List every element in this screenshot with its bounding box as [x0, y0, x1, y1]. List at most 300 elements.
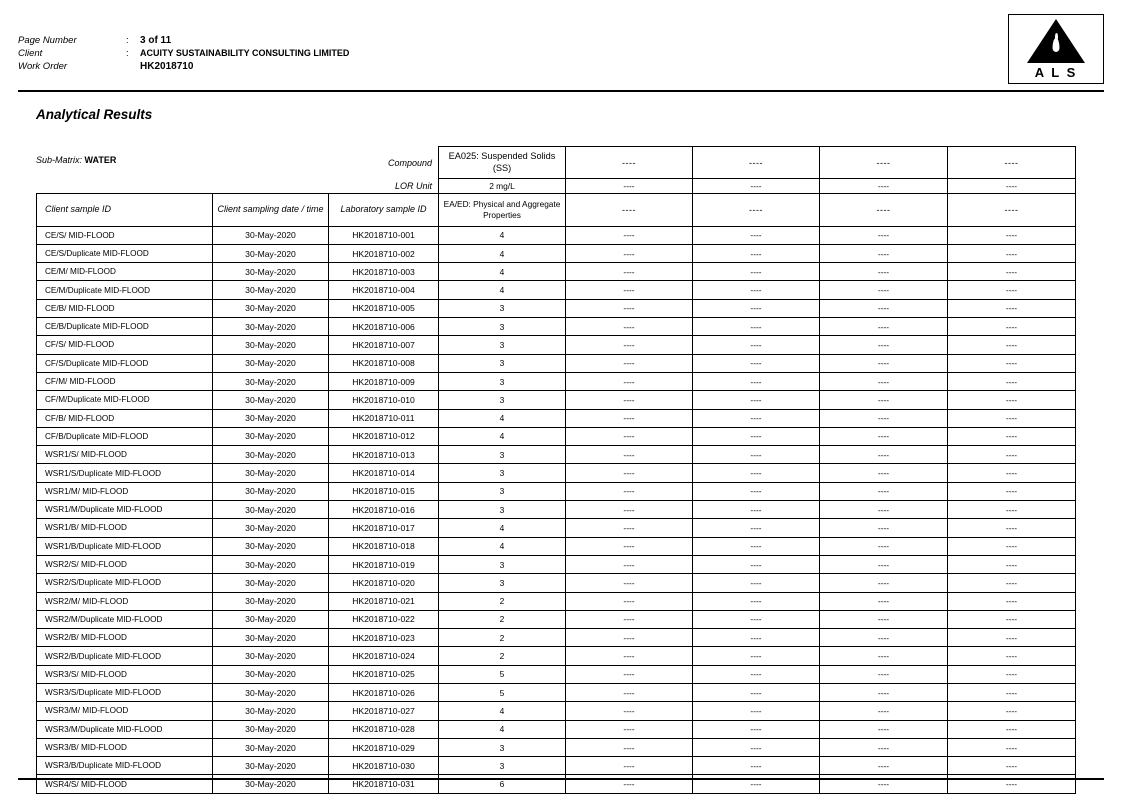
cell-empty-value: ----	[693, 665, 820, 683]
header-row-page-number	[18, 34, 349, 47]
cell-client-sample-id: CF/M/ MID-FLOOD	[37, 372, 213, 390]
column-header-client-sample-id: Client sample ID	[37, 194, 213, 227]
cell-empty-value: ----	[820, 629, 948, 647]
cell-laboratory-sample-id: HK2018710-003	[329, 263, 439, 281]
cell-suspended-solids: 3	[439, 446, 566, 464]
analytical-results-table	[36, 146, 1076, 794]
cell-suspended-solids: 2	[439, 592, 566, 610]
cell-laboratory-sample-id: HK2018710-011	[329, 409, 439, 427]
cell-client-sample-id: WSR4/S/ MID-FLOOD	[37, 775, 213, 793]
cell-empty-value: ----	[693, 775, 820, 793]
cell-sampling-date: 30-May-2020	[213, 683, 329, 701]
table-row	[37, 647, 1076, 665]
cell-suspended-solids: 2	[439, 610, 566, 628]
cell-empty-value: ----	[693, 281, 820, 299]
header-colon-page-number: :	[126, 35, 129, 46]
cell-client-sample-id: WSR2/S/ MID-FLOOD	[37, 555, 213, 573]
cell-empty-value: ----	[566, 683, 693, 701]
table-row	[37, 482, 1076, 500]
cell-empty-value: ----	[820, 464, 948, 482]
cell-suspended-solids: 4	[439, 537, 566, 555]
header-colon-client: :	[126, 48, 129, 59]
cell-empty-value: ----	[948, 647, 1076, 665]
cell-laboratory-sample-id: HK2018710-029	[329, 738, 439, 756]
header-value-page-number: 3 of 11	[140, 35, 172, 46]
cell-empty-value: ----	[820, 702, 948, 720]
cell-laboratory-sample-id: HK2018710-026	[329, 683, 439, 701]
cell-sampling-date: 30-May-2020	[213, 610, 329, 628]
cell-suspended-solids: 3	[439, 738, 566, 756]
cell-empty-value: ----	[820, 574, 948, 592]
table-header-lor-row	[37, 179, 1076, 194]
cell-empty-value: ----	[566, 629, 693, 647]
table-row	[37, 683, 1076, 701]
cell-empty-value: ----	[948, 464, 1076, 482]
cell-empty-value: ----	[693, 574, 820, 592]
header-row-work-order	[18, 60, 349, 73]
cell-sampling-date: 30-May-2020	[213, 464, 329, 482]
cell-empty-value: ----	[820, 555, 948, 573]
cell-empty-value: ----	[948, 665, 1076, 683]
cell-empty-value: ----	[693, 409, 820, 427]
cell-empty-value: ----	[693, 446, 820, 464]
cell-empty-value: ----	[948, 354, 1076, 372]
lor-unit-4: ----	[820, 179, 948, 194]
cell-laboratory-sample-id: HK2018710-007	[329, 336, 439, 354]
cell-empty-value: ----	[820, 482, 948, 500]
cell-empty-value: ----	[566, 720, 693, 738]
cell-laboratory-sample-id: HK2018710-021	[329, 592, 439, 610]
cell-empty-value: ----	[820, 409, 948, 427]
cell-empty-value: ----	[566, 592, 693, 610]
cell-empty-value: ----	[693, 647, 820, 665]
als-logo-text: A L S	[1034, 65, 1078, 80]
table-row	[37, 720, 1076, 738]
cell-empty-value: ----	[948, 555, 1076, 573]
table-row	[37, 592, 1076, 610]
cell-empty-value: ----	[566, 702, 693, 720]
cell-client-sample-id: WSR3/B/Duplicate MID-FLOOD	[37, 757, 213, 775]
table-row	[37, 702, 1076, 720]
cell-client-sample-id: WSR3/B/ MID-FLOOD	[37, 738, 213, 756]
cell-client-sample-id: WSR1/M/Duplicate MID-FLOOD	[37, 501, 213, 519]
cell-empty-value: ----	[820, 427, 948, 445]
cell-empty-value: ----	[693, 702, 820, 720]
cell-laboratory-sample-id: HK2018710-017	[329, 519, 439, 537]
table-row	[37, 226, 1076, 244]
cell-empty-value: ----	[566, 738, 693, 756]
cell-client-sample-id: CE/S/Duplicate MID-FLOOD	[37, 244, 213, 262]
cell-sampling-date: 30-May-2020	[213, 299, 329, 317]
lor-unit-label: LOR Unit	[394, 180, 432, 191]
table-row	[37, 372, 1076, 390]
cell-suspended-solids: 3	[439, 354, 566, 372]
als-logo	[1008, 14, 1104, 84]
cell-empty-value: ----	[820, 683, 948, 701]
cell-laboratory-sample-id: HK2018710-012	[329, 427, 439, 445]
cell-empty-value: ----	[948, 372, 1076, 390]
cell-client-sample-id: CE/B/ MID-FLOOD	[37, 299, 213, 317]
cell-empty-value: ----	[948, 702, 1076, 720]
cell-empty-value: ----	[820, 592, 948, 610]
cell-empty-value: ----	[948, 299, 1076, 317]
cell-empty-value: ----	[566, 775, 693, 793]
cell-sampling-date: 30-May-2020	[213, 446, 329, 464]
cell-empty-value: ----	[693, 610, 820, 628]
cell-empty-value: ----	[820, 757, 948, 775]
cell-laboratory-sample-id: HK2018710-030	[329, 757, 439, 775]
compound-header-3: ----	[693, 147, 820, 179]
lor-unit-5: ----	[948, 179, 1076, 194]
cell-empty-value: ----	[693, 683, 820, 701]
cell-empty-value: ----	[820, 299, 948, 317]
cell-empty-value: ----	[948, 482, 1076, 500]
cell-suspended-solids: 4	[439, 427, 566, 445]
cell-empty-value: ----	[948, 226, 1076, 244]
cell-sampling-date: 30-May-2020	[213, 281, 329, 299]
table-row	[37, 464, 1076, 482]
cell-empty-value: ----	[820, 391, 948, 409]
cell-empty-value: ----	[820, 537, 948, 555]
cell-client-sample-id: CE/B/Duplicate MID-FLOOD	[37, 318, 213, 336]
cell-laboratory-sample-id: HK2018710-020	[329, 574, 439, 592]
cell-sampling-date: 30-May-2020	[213, 372, 329, 390]
cell-sampling-date: 30-May-2020	[213, 427, 329, 445]
table-row	[37, 318, 1076, 336]
header-label-client: Client	[18, 48, 43, 59]
cell-suspended-solids: 4	[439, 702, 566, 720]
cell-empty-value: ----	[566, 372, 693, 390]
cell-empty-value: ----	[566, 574, 693, 592]
cell-sampling-date: 30-May-2020	[213, 702, 329, 720]
cell-client-sample-id: WSR3/S/ MID-FLOOD	[37, 665, 213, 683]
cell-empty-value: ----	[820, 738, 948, 756]
table-row	[37, 446, 1076, 464]
cell-sampling-date: 30-May-2020	[213, 665, 329, 683]
cell-empty-value: ----	[693, 318, 820, 336]
subheader-4: ----	[820, 194, 948, 227]
cell-empty-value: ----	[566, 244, 693, 262]
cell-empty-value: ----	[693, 336, 820, 354]
compound-header-4: ----	[820, 147, 948, 179]
cell-empty-value: ----	[820, 519, 948, 537]
cell-suspended-solids: 3	[439, 555, 566, 573]
cell-client-sample-id: WSR2/B/Duplicate MID-FLOOD	[37, 647, 213, 665]
cell-empty-value: ----	[948, 610, 1076, 628]
subheader-1: EA/ED: Physical and Aggregate Properties	[439, 194, 566, 227]
header-value-work-order: HK2018710	[140, 61, 194, 72]
cell-suspended-solids: 3	[439, 318, 566, 336]
cell-laboratory-sample-id: HK2018710-031	[329, 775, 439, 793]
cell-suspended-solids: 4	[439, 281, 566, 299]
cell-client-sample-id: WSR2/S/Duplicate MID-FLOOD	[37, 574, 213, 592]
cell-empty-value: ----	[948, 446, 1076, 464]
header-colon-work-order	[126, 60, 140, 73]
cell-suspended-solids: 4	[439, 226, 566, 244]
cell-laboratory-sample-id: HK2018710-015	[329, 482, 439, 500]
table-row	[37, 391, 1076, 409]
table-row	[37, 299, 1076, 317]
cell-sampling-date: 30-May-2020	[213, 482, 329, 500]
table-row	[37, 738, 1076, 756]
lor-unit-3: ----	[693, 179, 820, 194]
cell-empty-value: ----	[693, 354, 820, 372]
column-header-client-sampling-date: Client sampling date / time	[213, 194, 329, 227]
cell-sampling-date: 30-May-2020	[213, 775, 329, 793]
cell-suspended-solids: 6	[439, 775, 566, 793]
cell-empty-value: ----	[566, 647, 693, 665]
cell-empty-value: ----	[566, 427, 693, 445]
cell-client-sample-id: CE/S/ MID-FLOOD	[37, 226, 213, 244]
cell-sampling-date: 30-May-2020	[213, 720, 329, 738]
cell-empty-value: ----	[693, 738, 820, 756]
cell-laboratory-sample-id: HK2018710-004	[329, 281, 439, 299]
table-row	[37, 281, 1076, 299]
cell-client-sample-id: CF/M/Duplicate MID-FLOOD	[37, 391, 213, 409]
cell-empty-value: ----	[948, 263, 1076, 281]
cell-sampling-date: 30-May-2020	[213, 263, 329, 281]
compound-label: Compound	[387, 157, 432, 168]
subheader-5: ----	[948, 194, 1076, 227]
cell-laboratory-sample-id: HK2018710-028	[329, 720, 439, 738]
cell-client-sample-id: CF/B/ MID-FLOOD	[37, 409, 213, 427]
cell-empty-value: ----	[693, 592, 820, 610]
results-table-body	[37, 226, 1076, 793]
table-row	[37, 519, 1076, 537]
cell-laboratory-sample-id: HK2018710-006	[329, 318, 439, 336]
cell-empty-value: ----	[948, 757, 1076, 775]
cell-empty-value: ----	[566, 665, 693, 683]
table-row	[37, 354, 1076, 372]
cell-empty-value: ----	[948, 244, 1076, 262]
cell-suspended-solids: 3	[439, 372, 566, 390]
cell-client-sample-id: WSR1/S/ MID-FLOOD	[37, 446, 213, 464]
compound-header-5: ----	[948, 147, 1076, 179]
subheader-3: ----	[693, 194, 820, 227]
cell-laboratory-sample-id: HK2018710-022	[329, 610, 439, 628]
cell-laboratory-sample-id: HK2018710-008	[329, 354, 439, 372]
cell-laboratory-sample-id: HK2018710-027	[329, 702, 439, 720]
lor-row-spacer	[37, 179, 329, 194]
table-row	[37, 336, 1076, 354]
cell-laboratory-sample-id: HK2018710-025	[329, 665, 439, 683]
cell-client-sample-id: CE/M/ MID-FLOOD	[37, 263, 213, 281]
cell-empty-value: ----	[566, 537, 693, 555]
cell-suspended-solids: 3	[439, 391, 566, 409]
cell-empty-value: ----	[820, 281, 948, 299]
lor-unit-2: ----	[566, 179, 693, 194]
cell-empty-value: ----	[693, 464, 820, 482]
cell-empty-value: ----	[566, 610, 693, 628]
cell-empty-value: ----	[948, 318, 1076, 336]
compound-header-2: ----	[566, 147, 693, 179]
als-logo-inner	[1009, 15, 1103, 83]
cell-empty-value: ----	[948, 427, 1076, 445]
cell-empty-value: ----	[693, 299, 820, 317]
cell-suspended-solids: 5	[439, 683, 566, 701]
cell-laboratory-sample-id: HK2018710-002	[329, 244, 439, 262]
table-row	[37, 757, 1076, 775]
cell-empty-value: ----	[566, 354, 693, 372]
cell-empty-value: ----	[948, 537, 1076, 555]
cell-empty-value: ----	[820, 647, 948, 665]
cell-sampling-date: 30-May-2020	[213, 244, 329, 262]
cell-empty-value: ----	[948, 775, 1076, 793]
cell-laboratory-sample-id: HK2018710-005	[329, 299, 439, 317]
cell-laboratory-sample-id: HK2018710-016	[329, 501, 439, 519]
cell-client-sample-id: WSR1/M/ MID-FLOOD	[37, 482, 213, 500]
cell-empty-value: ----	[820, 354, 948, 372]
table-row	[37, 427, 1076, 445]
cell-sampling-date: 30-May-2020	[213, 226, 329, 244]
cell-sampling-date: 30-May-2020	[213, 354, 329, 372]
cell-empty-value: ----	[820, 318, 948, 336]
cell-empty-value: ----	[820, 610, 948, 628]
table-row	[37, 574, 1076, 592]
cell-empty-value: ----	[820, 226, 948, 244]
cell-client-sample-id: CF/S/ MID-FLOOD	[37, 336, 213, 354]
cell-suspended-solids: 4	[439, 244, 566, 262]
sub-matrix-label: Sub-Matrix:	[36, 155, 83, 165]
cell-empty-value: ----	[820, 446, 948, 464]
compound-row-spacer	[37, 147, 329, 179]
cell-empty-value: ----	[566, 336, 693, 354]
cell-sampling-date: 30-May-2020	[213, 555, 329, 573]
cell-client-sample-id: CF/B/Duplicate MID-FLOOD	[37, 427, 213, 445]
cell-sampling-date: 30-May-2020	[213, 391, 329, 409]
cell-laboratory-sample-id: HK2018710-013	[329, 446, 439, 464]
cell-empty-value: ----	[693, 519, 820, 537]
cell-suspended-solids: 3	[439, 574, 566, 592]
cell-laboratory-sample-id: HK2018710-014	[329, 464, 439, 482]
header-info-table	[18, 34, 349, 73]
cell-client-sample-id: WSR2/M/ MID-FLOOD	[37, 592, 213, 610]
table-row	[37, 501, 1076, 519]
cell-empty-value: ----	[566, 318, 693, 336]
cell-sampling-date: 30-May-2020	[213, 318, 329, 336]
cell-suspended-solids: 2	[439, 647, 566, 665]
table-row	[37, 555, 1076, 573]
cell-empty-value: ----	[820, 336, 948, 354]
cell-sampling-date: 30-May-2020	[213, 629, 329, 647]
subheader-2: ----	[566, 194, 693, 227]
cell-empty-value: ----	[693, 226, 820, 244]
cell-laboratory-sample-id: HK2018710-019	[329, 555, 439, 573]
cell-sampling-date: 30-May-2020	[213, 757, 329, 775]
cell-sampling-date: 30-May-2020	[213, 647, 329, 665]
cell-empty-value: ----	[693, 720, 820, 738]
cell-sampling-date: 30-May-2020	[213, 738, 329, 756]
cell-sampling-date: 30-May-2020	[213, 537, 329, 555]
cell-empty-value: ----	[948, 720, 1076, 738]
header-value-client: ACUITY SUSTAINABILITY CONSULTING LIMITED	[140, 48, 350, 58]
header-divider	[18, 90, 1104, 92]
cell-empty-value: ----	[948, 391, 1076, 409]
table-row	[37, 629, 1076, 647]
cell-client-sample-id: WSR3/M/ MID-FLOOD	[37, 702, 213, 720]
cell-empty-value: ----	[566, 263, 693, 281]
cell-empty-value: ----	[820, 244, 948, 262]
header-label-page-number: Page Number	[18, 35, 77, 46]
cell-empty-value: ----	[693, 263, 820, 281]
cell-suspended-solids: 3	[439, 336, 566, 354]
cell-client-sample-id: WSR3/M/Duplicate MID-FLOOD	[37, 720, 213, 738]
footer-divider	[18, 778, 1104, 780]
cell-empty-value: ----	[693, 629, 820, 647]
cell-empty-value: ----	[948, 738, 1076, 756]
table-header-compound-row	[37, 147, 1076, 179]
cell-empty-value: ----	[693, 757, 820, 775]
lor-unit-1: 2 mg/L	[439, 179, 566, 194]
column-header-laboratory-sample-id: Laboratory sample ID	[329, 194, 439, 227]
cell-empty-value: ----	[693, 427, 820, 445]
flame-icon	[1053, 38, 1060, 52]
cell-laboratory-sample-id: HK2018710-024	[329, 647, 439, 665]
cell-empty-value: ----	[948, 574, 1076, 592]
cell-empty-value: ----	[948, 629, 1076, 647]
table-row	[37, 263, 1076, 281]
cell-empty-value: ----	[820, 775, 948, 793]
cell-sampling-date: 30-May-2020	[213, 574, 329, 592]
cell-empty-value: ----	[820, 372, 948, 390]
cell-empty-value: ----	[693, 372, 820, 390]
cell-suspended-solids: 3	[439, 299, 566, 317]
cell-empty-value: ----	[693, 391, 820, 409]
cell-suspended-solids: 5	[439, 665, 566, 683]
cell-empty-value: ----	[566, 391, 693, 409]
cell-empty-value: ----	[566, 299, 693, 317]
cell-client-sample-id: CF/S/Duplicate MID-FLOOD	[37, 354, 213, 372]
cell-sampling-date: 30-May-2020	[213, 592, 329, 610]
cell-empty-value: ----	[693, 537, 820, 555]
cell-empty-value: ----	[566, 409, 693, 427]
cell-suspended-solids: 2	[439, 629, 566, 647]
cell-empty-value: ----	[566, 226, 693, 244]
cell-empty-value: ----	[566, 482, 693, 500]
cell-sampling-date: 30-May-2020	[213, 501, 329, 519]
cell-empty-value: ----	[693, 244, 820, 262]
cell-client-sample-id: WSR3/S/Duplicate MID-FLOOD	[37, 683, 213, 701]
cell-empty-value: ----	[566, 464, 693, 482]
cell-sampling-date: 30-May-2020	[213, 336, 329, 354]
cell-empty-value: ----	[948, 336, 1076, 354]
header-row-client	[18, 47, 349, 60]
cell-empty-value: ----	[948, 409, 1076, 427]
cell-sampling-date: 30-May-2020	[213, 409, 329, 427]
header-label-work-order: Work Order	[18, 61, 68, 72]
cell-empty-value: ----	[566, 281, 693, 299]
cell-client-sample-id: WSR1/B/Duplicate MID-FLOOD	[37, 537, 213, 555]
cell-suspended-solids: 4	[439, 263, 566, 281]
cell-empty-value: ----	[948, 281, 1076, 299]
cell-sampling-date: 30-May-2020	[213, 519, 329, 537]
cell-laboratory-sample-id: HK2018710-001	[329, 226, 439, 244]
cell-client-sample-id: CE/M/Duplicate MID-FLOOD	[37, 281, 213, 299]
cell-empty-value: ----	[820, 720, 948, 738]
table-row	[37, 610, 1076, 628]
cell-client-sample-id: WSR2/B/ MID-FLOOD	[37, 629, 213, 647]
cell-client-sample-id: WSR1/S/Duplicate MID-FLOOD	[37, 464, 213, 482]
cell-client-sample-id: WSR1/B/ MID-FLOOD	[37, 519, 213, 537]
page-title: Analytical Results	[36, 107, 153, 122]
cell-client-sample-id: WSR2/M/Duplicate MID-FLOOD	[37, 610, 213, 628]
cell-laboratory-sample-id: HK2018710-009	[329, 372, 439, 390]
cell-suspended-solids: 4	[439, 720, 566, 738]
cell-empty-value: ----	[693, 482, 820, 500]
cell-suspended-solids: 4	[439, 409, 566, 427]
cell-empty-value: ----	[566, 446, 693, 464]
table-row	[37, 409, 1076, 427]
